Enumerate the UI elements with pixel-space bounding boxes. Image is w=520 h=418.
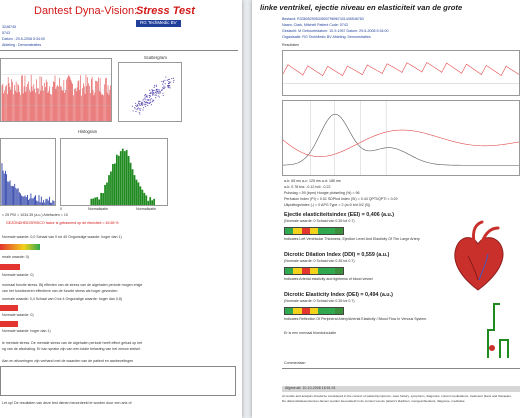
scatter-point	[154, 90, 155, 91]
scatter-point	[156, 95, 157, 96]
scatter-point	[139, 103, 140, 104]
scale-segment	[326, 308, 334, 314]
ddi-title: Dicrotic Dilation Index (DDI) = 0,559 (a.u.)	[284, 252, 390, 258]
scale-segment	[285, 228, 293, 234]
scatter-point	[153, 92, 154, 93]
scatter-point	[156, 85, 157, 86]
scatter-point	[170, 82, 171, 83]
scatter-point	[147, 105, 148, 106]
report-text-line: Normale waarde: 0,0 Schaal van 0 tot 40 Ongunstige waarde: hoger dan 1)	[2, 235, 122, 239]
scatter-point	[163, 95, 164, 96]
scatter-point	[160, 92, 161, 93]
eei-title: Ejectie elasticiteitsindex (EEI) = 0,406 (a.u.)	[284, 212, 395, 218]
scatter-point	[152, 91, 153, 92]
scatter-point	[149, 97, 150, 98]
scatter-point	[165, 77, 166, 78]
warning-line: GEZONDHEIDSRISICO factor is gebaseerd op de ritmiciteit = 45.65 %	[6, 221, 119, 225]
scatter-point	[133, 110, 134, 111]
scatter-point	[139, 108, 140, 109]
scatter-point	[142, 105, 143, 106]
scatter-point	[156, 93, 157, 94]
scatter-point	[156, 89, 157, 90]
risk-marker	[0, 305, 18, 311]
scatter-point	[169, 85, 170, 86]
histogram-bar	[141, 190, 143, 205]
header-line: Afdeling : Demonstraties	[2, 43, 42, 47]
scatter-point	[138, 107, 139, 108]
scatter-point	[168, 79, 169, 80]
scatter-point	[139, 114, 140, 115]
hist-axis-mid: Normalisatie	[88, 207, 108, 211]
histogram-bar	[126, 150, 128, 205]
scatter-point	[157, 91, 158, 92]
scatter-point	[155, 97, 156, 98]
scatter-point	[153, 100, 154, 101]
histogram-bar	[94, 198, 96, 205]
scatter-point	[145, 99, 146, 100]
dei-title: Dicrotic Elasticity Index (DEI) = 0,494 (a.u.)	[284, 292, 393, 298]
scale-segment	[310, 268, 318, 274]
scatter-point	[164, 80, 165, 81]
scatter-point	[144, 98, 145, 99]
scatter-point	[144, 101, 145, 102]
scatter-point	[156, 86, 157, 87]
scatter-point	[149, 90, 150, 91]
risk-marker	[0, 264, 20, 270]
scatter-point	[169, 87, 170, 88]
scatter-point	[167, 85, 168, 86]
report-text-line: rmale waarde: 0)	[2, 255, 29, 259]
eei-description: Indicates Left Ventricular Thickness, Ejection Level And Elasticity Of The Large Artery.	[284, 237, 421, 241]
scatter-point	[162, 87, 163, 88]
heart-illustration-icon	[448, 220, 508, 300]
scatter-point	[144, 95, 145, 96]
scatter-point	[140, 105, 141, 106]
scatter-point	[135, 103, 136, 104]
scatter-point	[152, 101, 153, 102]
header-line: 5743	[2, 31, 10, 35]
scattergram-plot	[119, 63, 181, 121]
histogram-bar	[96, 197, 98, 205]
histogram-bar	[130, 163, 132, 205]
header-line: 3248745	[2, 25, 16, 29]
scale-segment	[335, 228, 343, 234]
scatter-point	[154, 87, 155, 88]
histogram-bar	[118, 156, 120, 205]
apg-report-page	[252, 0, 520, 418]
scatter-point	[143, 98, 144, 99]
report-title-test: Stress Test	[136, 5, 195, 17]
histogram-bar	[120, 151, 122, 205]
green-histogram-plot	[61, 139, 167, 205]
scale-segment	[302, 308, 310, 314]
scatter-point	[169, 79, 170, 80]
scatter-point	[161, 81, 162, 82]
measurement-row: Uitputtingsindex (-) = 0 APG Type = 2 (a=0 b/d 0/2 (0))	[284, 203, 371, 207]
scatter-point	[149, 103, 150, 104]
scatter-point	[161, 90, 162, 91]
report-title-brand: Dantest Dyna-Vision:	[34, 5, 138, 17]
eei-scale	[284, 227, 344, 235]
scatter-point	[142, 109, 143, 110]
histogram-bar	[92, 199, 94, 205]
histogram-bar	[132, 169, 134, 205]
histogram-bar	[122, 149, 124, 205]
patient-row: Organisatie: RG TechMedic BV Afdeling: Demonstraties	[282, 35, 371, 39]
scatter-point	[142, 100, 143, 101]
scatter-point	[143, 107, 144, 108]
scatter-point	[145, 102, 146, 103]
scatter-point	[139, 101, 140, 102]
scatter-point	[168, 81, 169, 82]
averaged-wave-chart	[282, 100, 520, 176]
scatter-point	[150, 93, 151, 94]
scatter-point	[149, 95, 150, 96]
comment-box	[0, 366, 236, 396]
results-label: Resultaten	[282, 43, 300, 47]
stats-line: = 25 PDI = 1034.35 (a.u.) Artefacten = 10	[2, 213, 68, 217]
blue-histogram-plot	[1, 139, 55, 205]
scattergram-label: Scattergram	[144, 55, 167, 60]
scatter-point	[163, 82, 164, 83]
scatter-point	[171, 78, 172, 79]
histogram-bar	[143, 193, 145, 205]
histogram-bar	[106, 182, 108, 205]
scatter-point	[145, 104, 146, 105]
scatter-point	[137, 108, 138, 109]
scatter-point	[134, 107, 135, 108]
histogram-bar	[134, 175, 136, 205]
scatter-point	[167, 80, 168, 81]
scatter-point	[141, 103, 142, 104]
report-text-line: le mentale stress. De mentale stress van de algehalen periode heeft effect gehad op het	[2, 341, 143, 345]
risk-scale-bar	[0, 244, 40, 250]
histogram-bar	[145, 195, 147, 205]
scattergram-chart	[118, 62, 182, 122]
rr-interval-plot	[1, 59, 111, 121]
scatter-point	[145, 106, 146, 107]
risk-marker	[0, 321, 18, 327]
dei-description: Indicates Reflection Of Peripheral Artery/Arterial Elasticity / Blood Flow In Venous System.	[284, 317, 428, 321]
scale-segment	[335, 268, 343, 274]
scatter-point	[162, 84, 163, 85]
histogram-bar	[153, 199, 155, 205]
scatter-point	[151, 98, 152, 99]
scatter-point	[135, 105, 136, 106]
green-histogram-chart	[60, 138, 168, 206]
scatter-point	[159, 96, 160, 97]
scatter-point	[147, 102, 148, 103]
pulse-wave-line	[283, 62, 519, 75]
scale-segment	[302, 268, 310, 274]
dei-extra: Er is een normaal bloedcirculatie	[284, 331, 337, 335]
scale-segment	[318, 268, 326, 274]
scatter-point	[163, 86, 164, 87]
measurement-row: a-b: 65 ms a-c: 125 ms a-d: 185 ms	[284, 179, 341, 183]
scatter-point	[137, 105, 138, 106]
averaged-wave-plot	[283, 101, 519, 175]
scatter-point	[154, 85, 155, 86]
scatter-point	[153, 93, 154, 94]
scatter-point	[157, 92, 158, 93]
report-text-line: van het functioneren effectieve van de functie stress als hoger gevonden.	[2, 289, 119, 293]
footer-line: Let op! De resultaten van deze test dienen beoordeeld te worden door een arts of	[2, 401, 132, 405]
dei-note: (Normale waarde: 0 Schaal van 0.35 tot 0.7)	[284, 299, 355, 303]
scatter-point	[135, 108, 136, 109]
scale-segment	[293, 268, 301, 274]
histogram-bar	[147, 201, 149, 205]
scatter-point	[167, 86, 168, 87]
scatter-point	[168, 83, 169, 84]
patient-row: Geslacht: M Geboortedatum: 10-9-1957 Datum: 29-5-2008 5:34:00	[282, 29, 389, 33]
pulse-wave-chart	[282, 50, 520, 96]
histogram-label: Histogram	[78, 129, 98, 134]
scatter-point	[154, 94, 155, 95]
report-text-line: normaal functie stress. Bij effecten van de stress van de algehalen periode mogen enige	[2, 283, 143, 287]
company-badge: RG TechMedic BV	[136, 20, 181, 27]
histogram-bar	[112, 164, 114, 205]
histogram-bar	[136, 180, 138, 205]
hist-axis-left: 0	[60, 207, 62, 211]
report-text-line: Normale waarde: 0)	[2, 273, 34, 277]
histogram-bar	[149, 197, 151, 205]
scale-segment	[285, 308, 293, 314]
scatter-point	[135, 111, 136, 112]
histogram-bar	[114, 164, 116, 205]
ddi-description: Indicates Arterial elasticity and tightness of blood vessel	[284, 277, 373, 281]
scatter-point	[163, 80, 164, 81]
scatter-point	[141, 104, 142, 105]
scatter-point	[136, 106, 137, 107]
scale-segment	[310, 308, 318, 314]
scatter-point	[132, 106, 133, 107]
scatter-point	[139, 112, 140, 113]
scatter-point	[150, 102, 151, 103]
averaged-wave-line	[283, 114, 519, 165]
dei-scale	[284, 307, 344, 315]
histogram-bar	[140, 186, 142, 205]
scale-segment	[318, 308, 326, 314]
scatter-point	[149, 99, 150, 100]
report-text-line: Aan en afvoeringen zijn verband met de waarden van de patient en aanbevelingen	[2, 359, 134, 363]
rr-interval-chart	[0, 58, 112, 122]
scale-segment	[318, 228, 326, 234]
commentary-divider	[282, 368, 520, 369]
scatter-point	[155, 92, 156, 93]
scatter-point	[140, 108, 141, 109]
scatter-point	[146, 102, 147, 103]
header-divider	[0, 50, 238, 51]
histogram-bar	[124, 151, 126, 205]
histogram-bar	[98, 199, 100, 205]
commentary-label: Commentaar:	[284, 361, 306, 365]
histogram-bar	[104, 185, 106, 205]
scale-segment	[293, 308, 301, 314]
ddi-scale	[284, 267, 344, 275]
report-text-line: Normale waarde: hoger dan 1)	[2, 329, 51, 333]
scale-segment	[293, 228, 301, 234]
scatter-point	[159, 91, 160, 92]
scatter-point	[162, 93, 163, 94]
scatter-point	[152, 93, 153, 94]
scale-segment	[335, 308, 343, 314]
scatter-point	[164, 87, 165, 88]
measurement-row: Perfusion Index (PI) = 0.51 SDPtcd Index (SI) = 0.43 QPTI/QPTI = 0.29	[284, 197, 398, 201]
histogram-bar	[100, 193, 102, 205]
scatter-point	[151, 104, 152, 105]
histogram-bar	[102, 193, 104, 205]
scale-segment	[285, 268, 293, 274]
scatter-point	[140, 110, 141, 111]
histogram-bar	[116, 155, 118, 205]
ddi-note: (Normale waarde: 0 Schaal van 0.35 tot 0.7)	[284, 259, 355, 263]
footer-disclaimer: Al results and analysis should be considered in the context of patient/symptoms, case history, symptoms, diagnosis, current medications, treatment plans and therapies.	[282, 394, 512, 398]
histogram-bar	[151, 200, 153, 205]
scale-segment	[302, 228, 310, 234]
histogram-bar	[128, 156, 130, 205]
histogram-bar	[90, 199, 92, 205]
histogram-bar	[138, 182, 140, 205]
scale-segment	[326, 228, 334, 234]
histogram-bar	[110, 171, 112, 205]
scatter-point	[173, 78, 174, 79]
eei-note: (Normale waarde: 0 Schaal van 0.35 tot 0.7)	[284, 219, 355, 223]
report-text-line: normale waarde: 0,4 Schaal van 0 tot 4 Ongunstige waarde: hoger dan 0,8)	[2, 297, 123, 301]
second-derivative-line	[283, 130, 519, 157]
stress-test-report-page	[0, 0, 242, 418]
scale-segment	[310, 228, 318, 234]
report-title: linke ventrikel, ejectie niveau en elasticiteit van de grote	[260, 3, 463, 12]
scatter-point	[165, 83, 166, 84]
artery-flow-icon	[484, 300, 518, 360]
scatter-point	[173, 82, 174, 83]
scatter-point	[151, 89, 152, 90]
scatter-point	[159, 90, 160, 91]
scatter-point	[138, 101, 139, 102]
scatter-point	[144, 104, 145, 105]
scatter-point	[173, 80, 174, 81]
blue-histogram-chart	[0, 138, 56, 206]
scatter-point	[158, 96, 159, 97]
print-footer-bar: Afgedrukt: 10-10-2008 16:51:01	[282, 386, 520, 392]
scatter-point	[152, 94, 153, 95]
footer-disclaimer: De uitkomstklassen/scores dienen worden beoordeeld in de context van de patient's klachten, voorgeschiedenis, diagnose, medicatie	[282, 399, 465, 403]
patient-row: Bestand: R33605290534500798967431445546783	[282, 17, 364, 21]
hist-axis-right: Normalisatie	[136, 207, 156, 211]
report-text-line: ng van de afschaling. Er kan sprake zijn van een totale belasting van het zenuw stelsel.	[2, 347, 141, 351]
measurement-row: Pulsslag = 59 (bpm) Hoogte plotseling (%) = 96	[284, 191, 360, 195]
scatter-point	[152, 90, 153, 91]
scatter-point	[146, 96, 147, 97]
report-text-line: Normale waarde: 0)	[2, 313, 34, 317]
pulse-wave-plot	[283, 51, 519, 95]
scatter-point	[164, 88, 165, 89]
header-line: Datum : 29-5-2008 5:34:00	[2, 37, 45, 41]
scatter-point	[150, 99, 151, 100]
scatter-point	[145, 94, 146, 95]
histogram-bar	[108, 175, 110, 205]
scatter-point	[158, 93, 159, 94]
measurement-row: a-b: 0.78 b/a: -0.12 b/d: -0.22	[284, 185, 331, 189]
patient-row: Naam: Clark, Mitchell Patient Code: 5743	[282, 23, 348, 27]
scale-segment	[326, 268, 334, 274]
